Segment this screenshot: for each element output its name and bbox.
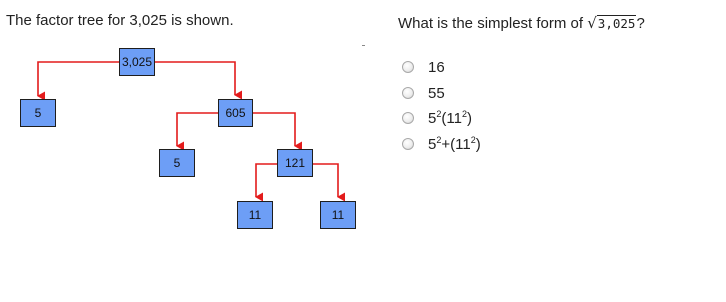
radio-button[interactable] — [402, 61, 414, 73]
answer-choice-1[interactable] — [402, 57, 445, 77]
arrow-root-to-605 — [155, 62, 235, 95]
arrow-121-to-11-right — [312, 164, 338, 197]
radio-button[interactable] — [402, 87, 414, 99]
question-radicand: 3,025 — [597, 16, 636, 31]
tree-node-5-bottom: 5 — [159, 149, 195, 177]
choice-label — [428, 136, 481, 153]
arrow-605-to-121 — [252, 113, 295, 146]
choice-end: ) — [466, 109, 472, 127]
arrow-root-to-5 — [38, 62, 119, 96]
question-text — [398, 14, 645, 32]
choice-exponent: 2 — [436, 134, 442, 145]
radical-icon: √ — [587, 14, 597, 32]
radio-button[interactable] — [402, 112, 414, 124]
choice-label: 55 — [428, 84, 445, 102]
arrow-121-to-11-left — [256, 164, 278, 197]
choice-exponent: 2 — [461, 108, 467, 119]
tree-node-121: 121 — [277, 149, 313, 177]
choice-middle: (11 — [441, 109, 462, 127]
tree-node-5-top: 5 — [20, 99, 56, 127]
tree-node-11-left: 11 — [237, 201, 273, 229]
choice-exponent: 2 — [436, 108, 442, 119]
choice-end: ) — [475, 135, 481, 153]
divider-tick — [362, 45, 365, 46]
question-after: ? — [636, 15, 645, 32]
problem-prompt: The factor tree for 3,025 is shown. — [6, 12, 234, 29]
tree-node-11-right: 11 — [320, 201, 356, 229]
choice-middle: +(11 — [441, 135, 471, 153]
choice-base: 5 — [428, 135, 437, 153]
radio-button[interactable] — [402, 138, 414, 150]
choice-exponent: 2 — [470, 134, 476, 145]
answer-choice-3[interactable] — [402, 108, 472, 128]
tree-node-605: 605 — [218, 99, 253, 127]
tree-node-3025: 3,025 — [119, 48, 155, 76]
question-before: What is the simplest form of — [398, 15, 588, 32]
choice-label: 16 — [428, 58, 445, 76]
choice-label — [428, 110, 472, 127]
answer-choice-2[interactable] — [402, 83, 445, 103]
arrow-605-to-5 — [177, 113, 218, 146]
choice-base: 5 — [428, 109, 437, 127]
answer-choice-4[interactable] — [402, 134, 481, 154]
